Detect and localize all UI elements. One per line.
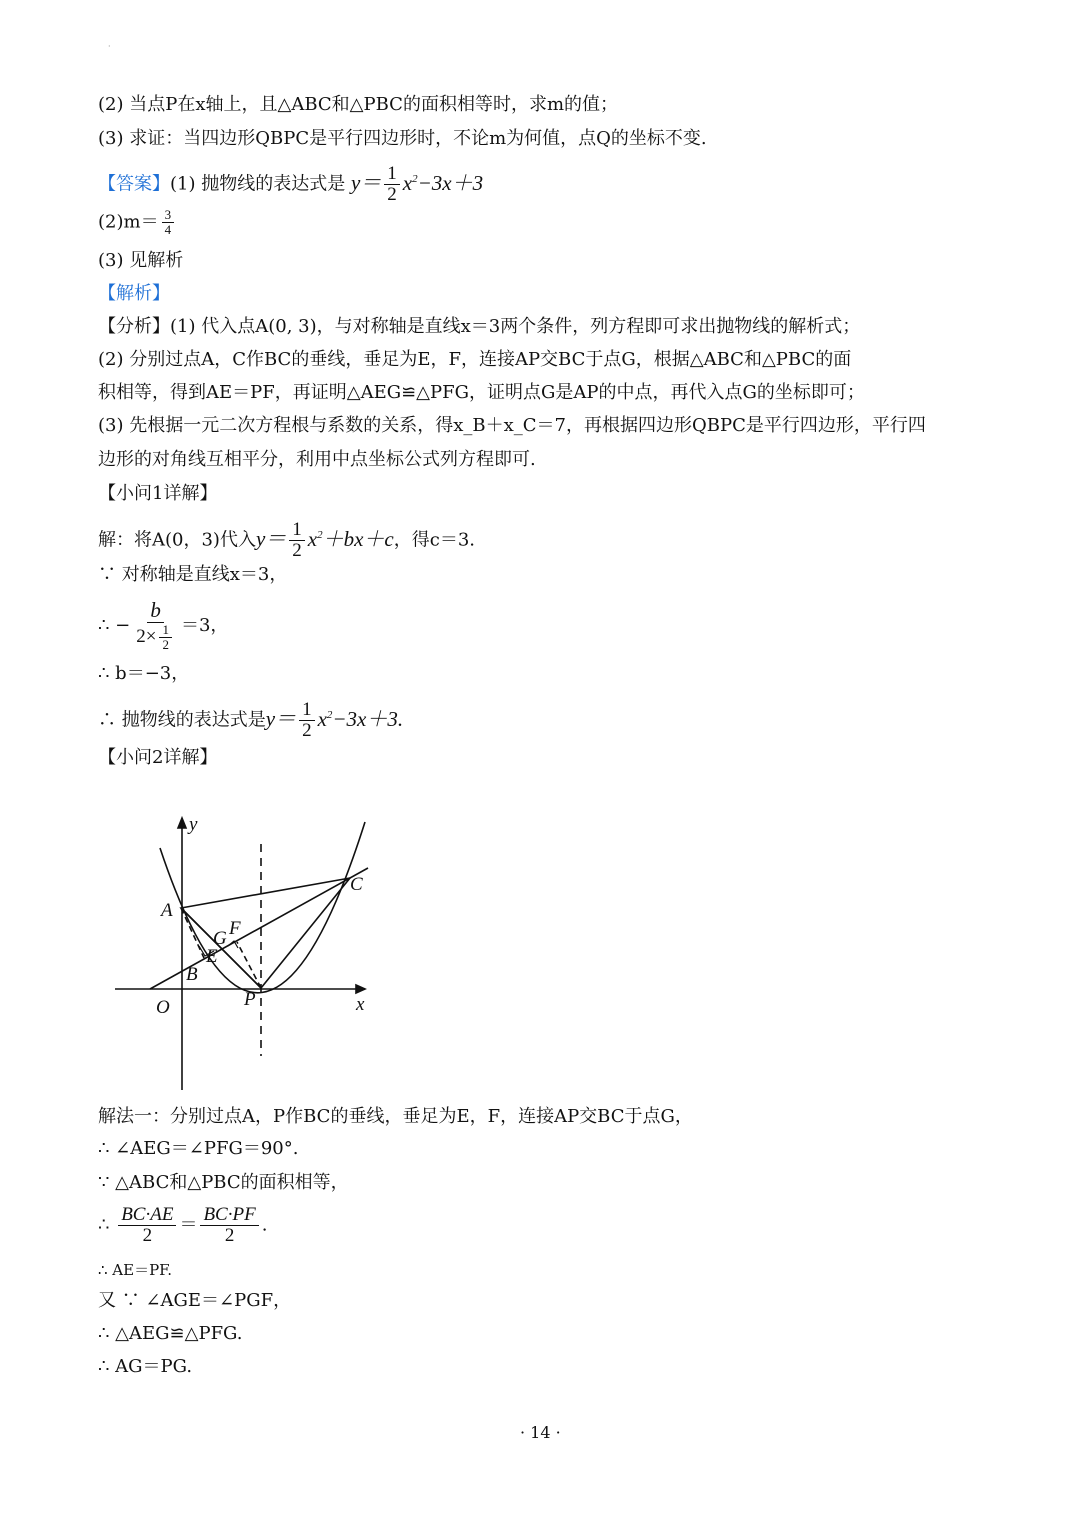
label-x: x xyxy=(356,994,365,1015)
label-E: E xyxy=(206,946,218,967)
solution-1-line-2: ∵ 对称轴是直线x＝3， xyxy=(98,564,288,585)
perpendicular-PF xyxy=(237,942,261,988)
method-1-line-2: ∴ ∠AEG＝∠PFG＝90°. xyxy=(98,1138,299,1159)
method-1-line-1: 解法一：分别过点A，P作BC的垂线，垂足为E，F，连接AP交BC于点G， xyxy=(98,1106,693,1127)
analysis-2a: (2) 分别过点A，C作BC的垂线，垂足为E，F，连接AP交BC于点G，根据△ABC和△PBC的面 xyxy=(98,349,852,370)
solution-1-line-4: ∴ b＝−3， xyxy=(98,663,190,684)
analysis-2b: 积相等，得到AE＝PF，再证明△AEG≌△PFG，证明点G是AP的中点，再代入点G的坐标即可； xyxy=(98,382,865,403)
label-P: P xyxy=(244,989,256,1010)
method-1-line-5: ∴ AE＝PF. xyxy=(98,1261,173,1279)
perpendicular-AE xyxy=(181,908,204,958)
subquestion-2-heading: 【小问2详解】 xyxy=(98,747,218,768)
question-3: (3) 求证：当四边形QBPC是平行四边形时，不论m为何值，点Q的坐标不变. xyxy=(98,128,707,149)
solution-1-line-5: ∴ 抛物线的表达式是y＝ $\frac{1}{2}$ $x^2-3x+3$. xyxy=(98,699,404,741)
answer-tag: 【答案】 xyxy=(98,173,170,195)
method-1-line-3: ∵ △ABC和△PBC的面积相等， xyxy=(98,1172,349,1193)
question-2: (2) 当点P在x轴上，且△ABC和△PBC的面积相等时，求m的值； xyxy=(98,94,619,115)
page-number: · 14 · xyxy=(520,1423,561,1442)
label-F: F xyxy=(229,918,241,939)
solution-1-line-3: ∴ − b 2× $\frac{1}{2}$ ＝3， xyxy=(98,598,229,652)
parabola-figure xyxy=(110,810,380,1100)
label-B: B xyxy=(186,964,198,985)
analysis-3a: (3) 先根据一元二次方程根与系数的关系，得x_B＋x_C＝7，再根据四边形QBPC是平行四边形，平行四 xyxy=(98,415,926,436)
method-1-line-6: 又 ∵ ∠AGE＝∠PGF， xyxy=(98,1290,292,1311)
analysis-3b: 边形的对角线互相平分，利用中点坐标公式列方程即可. xyxy=(98,449,536,470)
y-arrow-icon xyxy=(178,818,186,828)
label-G: G xyxy=(213,928,227,949)
x-arrow-icon xyxy=(356,985,365,993)
method-1-line-8: ∴ AG＝PG. xyxy=(98,1356,193,1377)
label-C: C xyxy=(350,874,363,895)
label-y: y xyxy=(189,814,198,835)
label-O: O xyxy=(156,997,170,1018)
answer-1: 【答案】(1) 抛物线的表达式是 y＝ $\frac{1}{2}$ $x^2-3x+3$ xyxy=(98,163,484,205)
solution-1-line-1: 解：将A(0，3)代入y＝ $\frac{1}{2}$ $x^2+bx+c$，得c＝3. xyxy=(98,519,476,561)
label-A: A xyxy=(161,900,173,921)
subquestion-1-heading: 【小问1详解】 xyxy=(98,483,218,504)
analysis-1: 【分析】(1) 代入点A(0, 3)，与对称轴是直线x＝3两个条件，列方程即可求出抛物线的解析式； xyxy=(98,316,861,337)
answer-3: (3) 见解析 xyxy=(98,250,184,271)
corner-mark: · xyxy=(108,42,111,51)
right-angle-mark-F xyxy=(228,941,238,948)
method-1-line-4: ∴ $\frac{BC\cdot AE}{2}$ ＝ $\frac{BC\cdot PF}{2}$ . xyxy=(98,1204,268,1246)
jiexi-tag: 【解析】 xyxy=(98,283,170,304)
method-1-line-7: ∴ △AEG≌△PFG. xyxy=(98,1323,243,1344)
answer-2: (2)m＝ $\frac{3}{4}$ xyxy=(98,208,177,237)
